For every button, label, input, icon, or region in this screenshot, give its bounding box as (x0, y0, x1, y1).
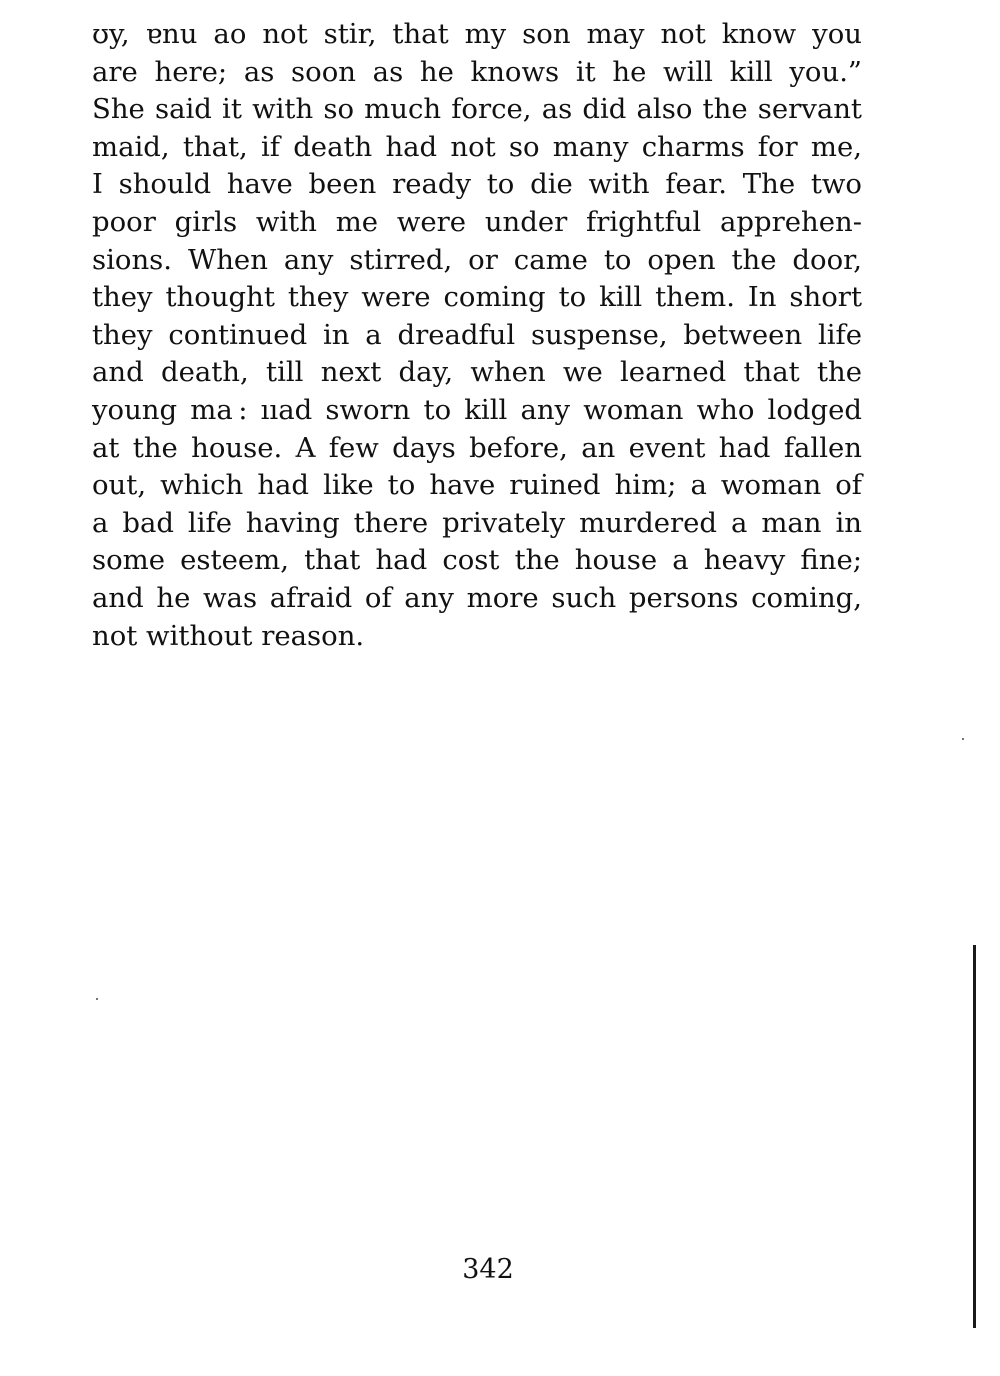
text-line: young ma : ııad sworn to kill any woman who lodged (92, 393, 862, 426)
scan-edge-line (973, 945, 976, 1328)
text-line: ʊy, ɐnu ao not stir, that my son may not know you (92, 18, 862, 50)
text-line: and death, till next day, when we learned that the (92, 356, 862, 389)
text-line: poor girls with me were under frightful apprehen- (92, 205, 862, 238)
text-line: sions. When any stirred, or came to open the door, (92, 243, 862, 276)
text-line: out, which had like to have ruined him; a woman of (92, 469, 862, 502)
body-text (92, 16, 862, 655)
text-line: are here; as soon as he knows it he will kill you.” (92, 55, 862, 88)
text-line: maid, that, if death had not so many charms for me, (92, 130, 862, 163)
text-line: I should have been ready to die with fear. The two (92, 168, 862, 201)
text-line: they thought they were coming to kill them. In short (92, 281, 862, 314)
scan-speck (962, 738, 964, 740)
text-line: some esteem, that had cost the house a heavy fine; (92, 544, 862, 577)
scan-speck (96, 998, 98, 1000)
text-line: She said it with so much force, as did also the servant (92, 93, 862, 126)
text-line: at the house. A few days before, an event had fallen (92, 431, 862, 464)
text-line: and he was afraid of any more such persons coming, (92, 581, 862, 614)
page-number: 342 (462, 1254, 514, 1285)
text-line: a bad life having there privately murdered a man in (92, 506, 862, 539)
text-line: not without reason. (92, 619, 365, 652)
text-line: they continued in a dreadful suspense, between life (92, 318, 862, 351)
